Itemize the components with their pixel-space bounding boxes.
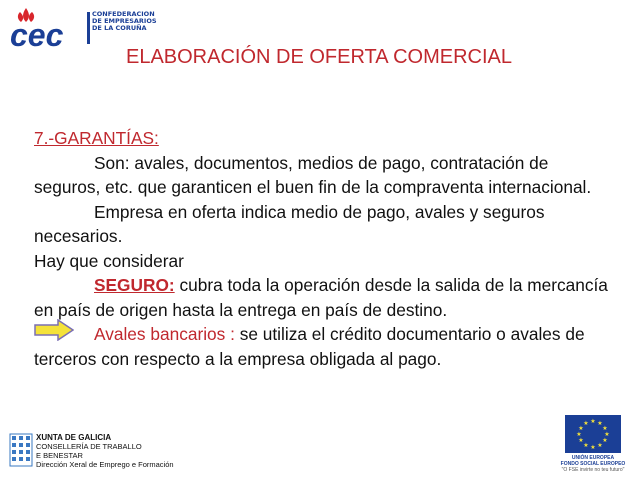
svg-text:★: ★ — [597, 420, 603, 427]
paragraph-avales: Avales bancarios : se utiliza el crédito documentario o avales de terceros con respecto a la empresa obligada al pago. — [34, 324, 585, 369]
svg-text:cec: cec — [10, 17, 64, 50]
svg-text:★: ★ — [583, 442, 589, 449]
svg-text:★: ★ — [583, 420, 589, 427]
paragraph-consider: Hay que considerar — [34, 250, 184, 271]
avales-label: Avales bancarios : — [94, 324, 235, 344]
paragraph-offer: Empresa en oferta indica medio de pago, avales y seguros necesarios. — [34, 201, 545, 246]
eu-flag-icon — [565, 415, 621, 453]
xunta-caption: XUNTA DE GALICIA CONSELLERÍA DE TRABALLO E BENESTAR Dirección Xeral de Emprego e Formación — [36, 433, 174, 469]
slide-title: ELABORACIÓN DE OFERTA COMERCIAL — [125, 46, 512, 68]
svg-text:★: ★ — [602, 425, 608, 432]
svg-text:★: ★ — [578, 437, 584, 444]
svg-text:★: ★ — [597, 442, 603, 449]
eu-caption: UNIÓN EUROPEA FONDO SOCIAL EUROPEO "O FSE invirte no teu futuro" — [560, 455, 626, 473]
slide-body — [34, 126, 609, 371]
svg-text:★: ★ — [590, 444, 596, 451]
paragraph-guarantees: Son: avales, documentos, medios de pago, contratación de seguros, etc. que garanticen el buen fin de la compraventa internacional. — [34, 152, 592, 197]
svg-text:★: ★ — [576, 431, 582, 438]
svg-text:★: ★ — [604, 431, 610, 438]
seguro-label: SEGURO: — [94, 275, 175, 295]
section-heading: 7.-GARANTÍAS: — [34, 128, 159, 148]
svg-text:★: ★ — [590, 418, 596, 425]
logo-caption: CONFEDERACION DE EMPRESARIOS DE LA CORUÑA — [92, 10, 157, 32]
paragraph-seguro: SEGURO: cubra toda la operación desde la salida de la mercancía en país de origen hasta la entrega en país de destino. — [34, 275, 608, 320]
svg-text:★: ★ — [602, 437, 608, 444]
svg-text:★: ★ — [578, 425, 584, 432]
